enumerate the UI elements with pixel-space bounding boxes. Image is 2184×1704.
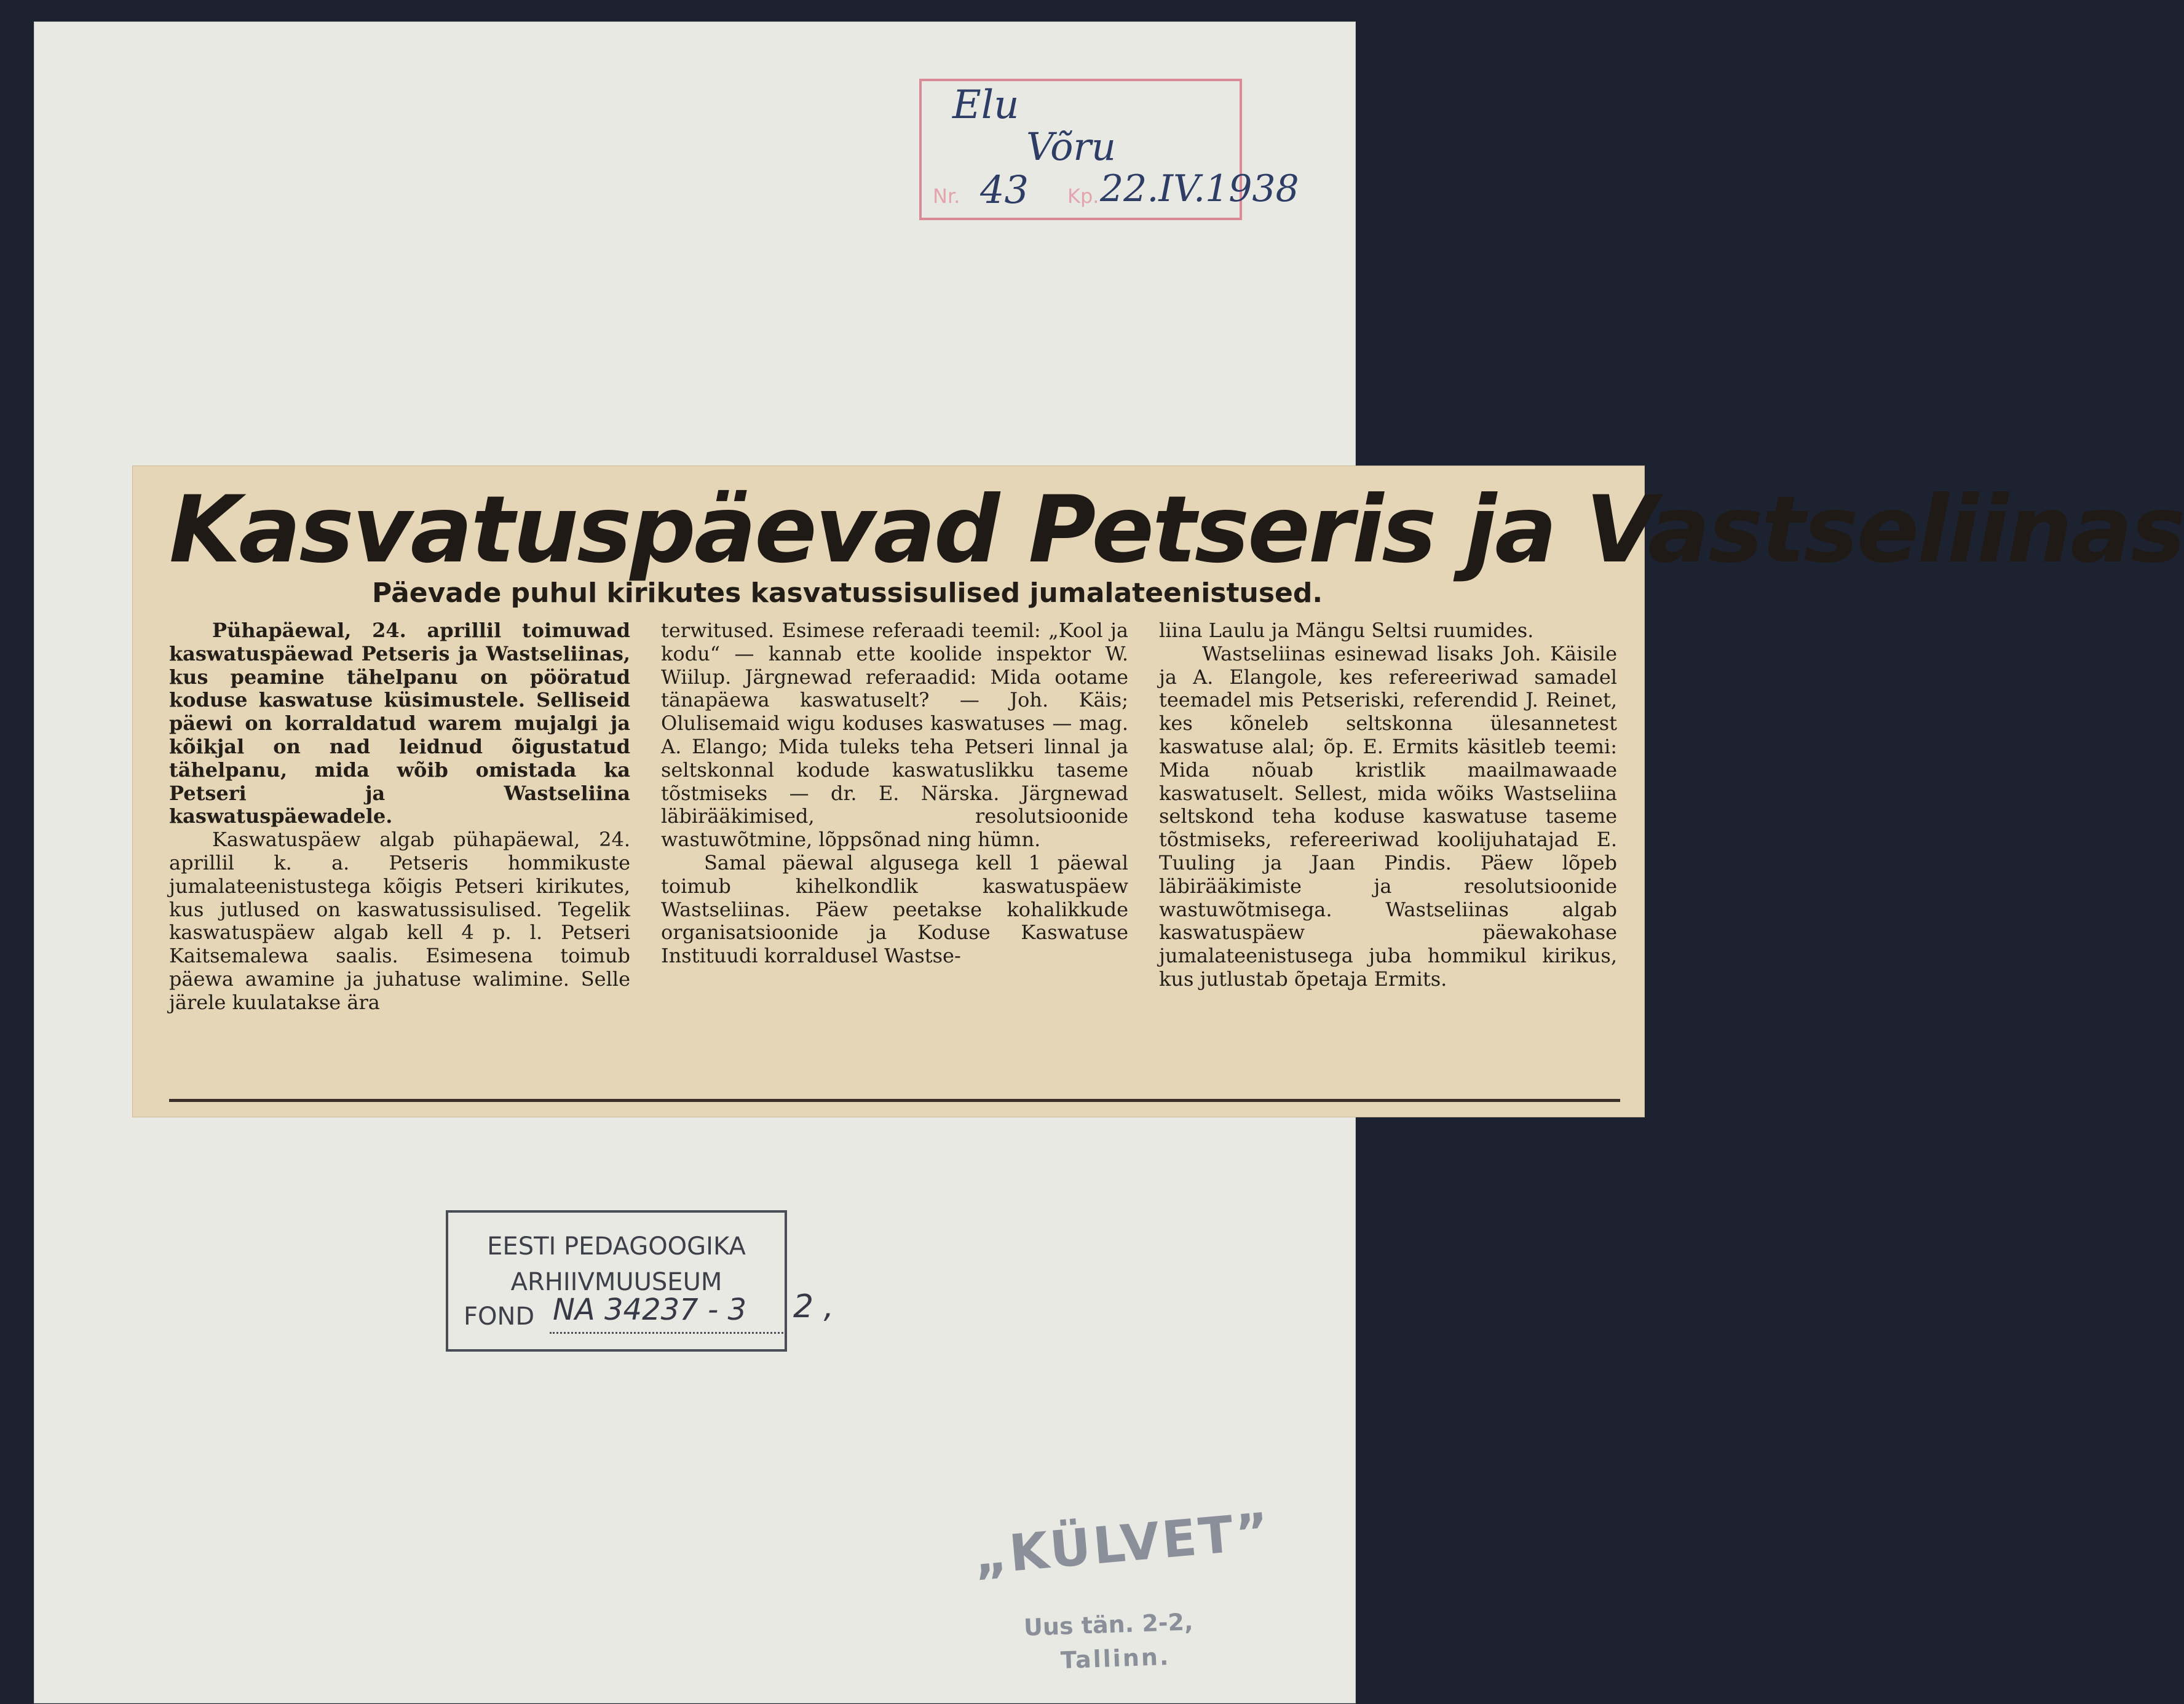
- article-paragraph: terwitused. Esimese referaadi teemil: „Kool ja kodu“ — kannab ette koolide inspektor W. Wiilup. Järgnewad referaadid: Mida ootame tänapäewa kaswatuselt? — Joh. Käis; Olulisemaid wigu koduses kaswatuses — mag. A. Elango; Mida tuleks teha Petseri linnal ja seltskonnal kodude kaswatuslikku taseme tõstmiseks — dr. E. Närska. Järgnewad läbirääkimised, resolutsioonide wastuwõtmine, lõppsõnad ning hümn.: [661, 619, 1128, 852]
- article-paragraph: Wastseliinas esinewad lisaks Joh. Käisile ja A. Elangole, kes refereeriwad samadel teemadel mis Petseriski, referendid J. Reinet, kes kõneleb seltskonna ülesannetest kaswatuse alal; õp. E. Ermits käsitleb teemi: Mida nõuab kristlik maailmawaade kaswatuselt. Sellest, mida wõiks Wastseliina seltskond teha koduse kaswatuse taseme tõstmiseks, refereeriwad koolijuhatajad E. Tuuling ja Jaan Pindis. Päew lõpeb läbirääkimiste ja resolutsioonide wastuwõtmisega. Wastseliinas algab kaswatuspäew päewakohase jumalateenistusega juba hommikul kirikus, kus jutlustab õpetaja Ermits.: [1159, 641, 1617, 991]
- article-column-1: [169, 619, 630, 1087]
- article-column-2: [661, 619, 1128, 1087]
- kulvet-stamp-name: „KÜLVET”: [971, 1502, 1274, 1587]
- handwritten-fond-number: NA 34237 - 3: [553, 1293, 747, 1327]
- handwritten-fond-suffix: 2 ,: [793, 1288, 834, 1325]
- article-paragraph: liina Laulu ja Mängu Seltsi ruumides.: [1159, 619, 1534, 642]
- source-stamp-nr-label: Nr.: [933, 184, 960, 208]
- archive-stamp: [446, 1210, 787, 1352]
- handwritten-date: 22.IV.1938: [1100, 167, 1299, 210]
- archive-stamp-line2: ARHIIVMUUSEUM: [510, 1268, 722, 1296]
- archive-stamp-line1: EESTI PEDAGOOGIKA: [487, 1232, 746, 1261]
- kulvet-stamp-address: Uus tän. 2-2,: [1023, 1608, 1194, 1641]
- subheadline: Päevade puhul kirikutes kasvatussisulised jumalateenistused.: [372, 577, 1323, 609]
- article-paragraph: Samal päewal algusega kell 1 päewal toimub kihelkondlik kaswatuspäew Wastseliinas. Päew peetakse kohalikkude organisatsioonide ja Koduse Kaswatuse Instituudi korraldusel Wastse-: [661, 850, 1128, 968]
- article-column-3: [1159, 619, 1617, 1087]
- handwritten-issue-number: 43: [980, 167, 1029, 212]
- fond-dotted-line: [550, 1332, 783, 1334]
- source-stamp-kp-label: Kp.: [1067, 184, 1099, 208]
- bottom-rule: [169, 1099, 1620, 1102]
- kulvet-stamp: [971, 1502, 1274, 1682]
- handwritten-paper-name: Elu: [952, 82, 1019, 128]
- headline: Kasvatuspäevad Petseris ja Vastseliinas: [169, 477, 2184, 584]
- article-paragraph: Kaswatuspäew algab pühapäewal, 24. aprillil k. a. Petseris hommikuste jumalateenistustega kõigis Petseri kirikutes, kus jutlused on kaswatussisulised. Tegelik kaswatuspäew algab kell 4 p. l. Petseri Kaitsemalewa saalis. Esimesena toimub päewa awamine ja juhatuse walimine. Selle järele kuulatakse ära: [169, 828, 630, 1014]
- article-paragraph: Pühapäewal, 24. aprillil toimuwad kaswatuspäewad Petseris ja Wastseliinas, kus peamine tähelpanu on pööratud koduse kaswatuse küsimustele. Selliseid päewi on korraldatud warem mujalgi ja kõikjal on nad leidnud õigustatud tähelpanu, mida wõib omistada ka Petseri ja Wastseliina kaswatuspäewadele.: [169, 619, 630, 828]
- handwritten-city: Võru: [1026, 124, 1116, 169]
- source-stamp: [919, 79, 1299, 220]
- newspaper-clipping: [132, 466, 2184, 1117]
- kulvet-stamp-city: Tallinn.: [1060, 1643, 1171, 1674]
- archive-fond-label: FOND: [464, 1302, 535, 1331]
